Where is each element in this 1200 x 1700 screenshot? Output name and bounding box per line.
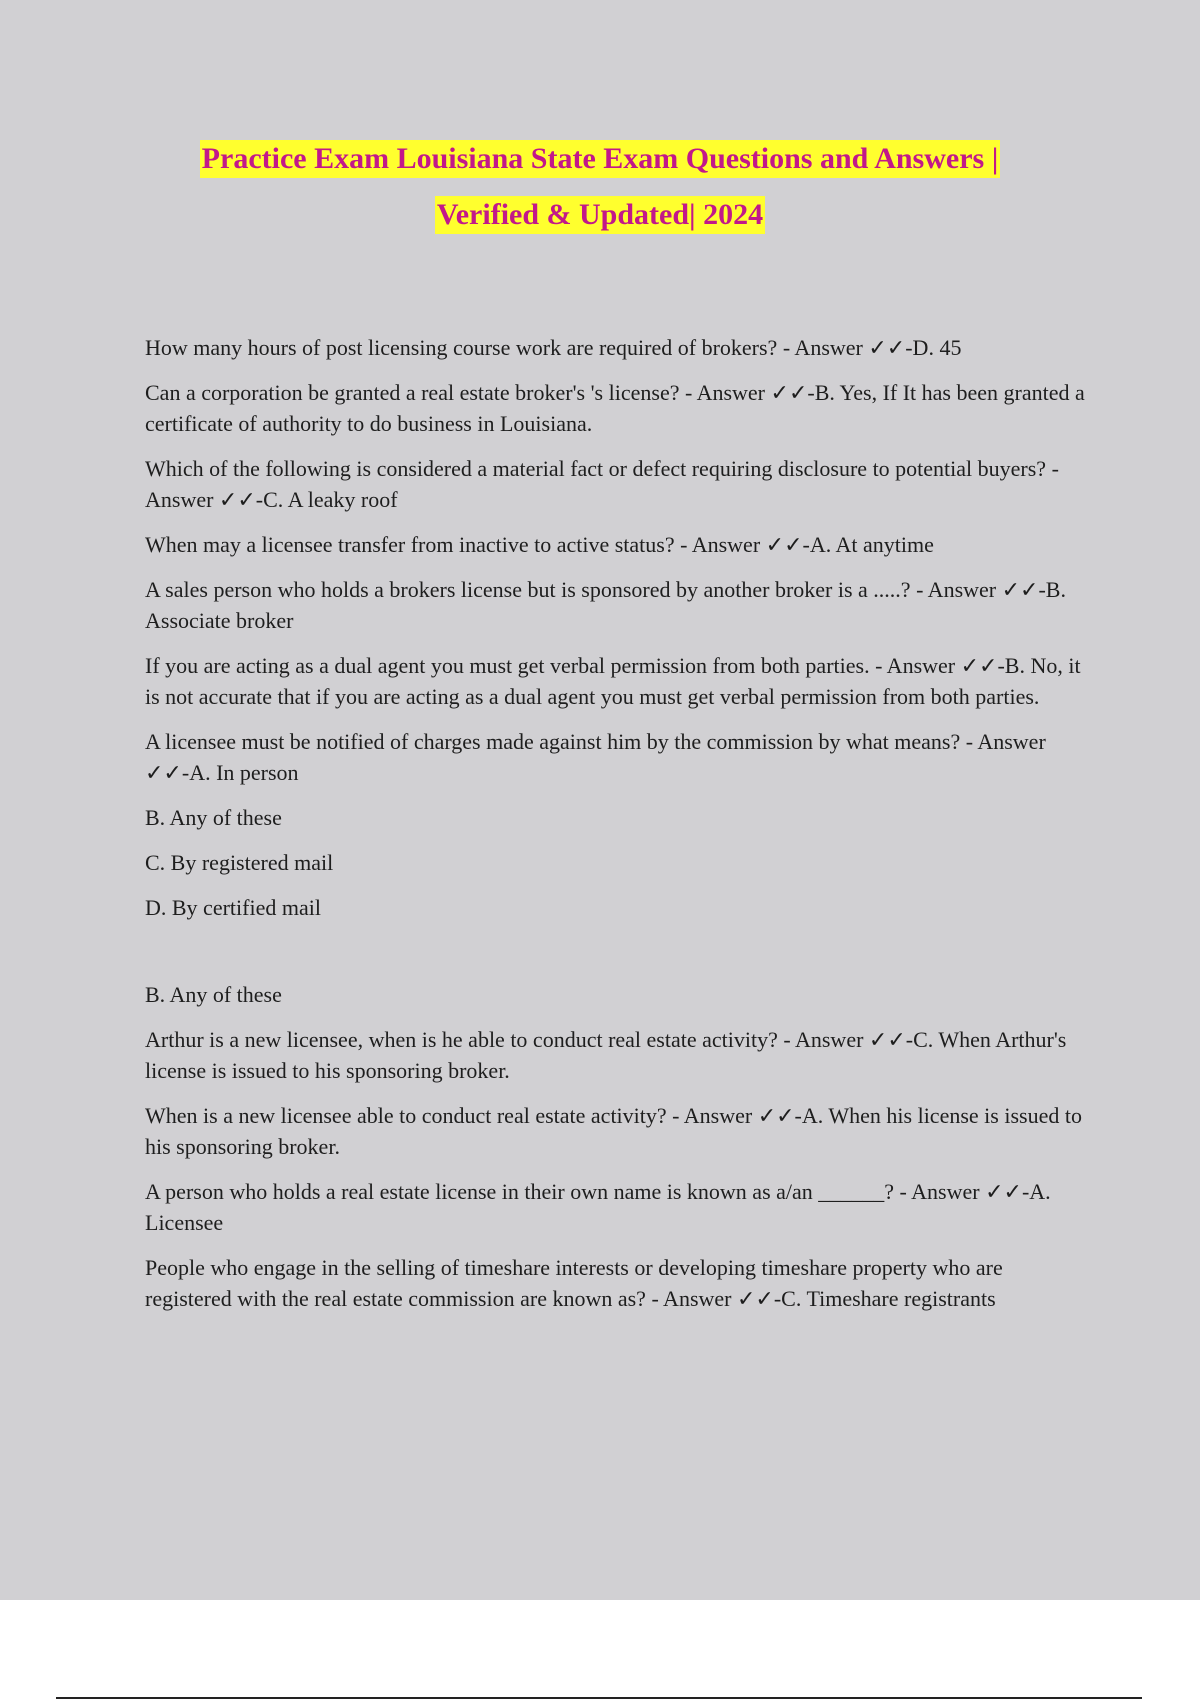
qa-paragraph: A licensee must be notified of charges made against him by the commission by what means? - Answer ✓✓-A. In person bbox=[145, 729, 1046, 785]
qa-paragraph: Can a corporation be granted a real estate broker's 's license? - Answer ✓✓-B. Yes, If It has been granted a certificate of authority to do business in Louisiana. bbox=[145, 380, 1085, 436]
title-line-2: Verified & Updated| 2024 bbox=[435, 196, 765, 234]
answer-option: B. Any of these bbox=[145, 982, 282, 1007]
qa-paragraph: If you are acting as a dual agent you must get verbal permission from both parties. - Answer ✓✓-B. No, it is not accurate that if you are acting as a dual agent you must get verbal permission from both parties. bbox=[145, 653, 1081, 709]
qa-list bbox=[145, 332, 1091, 1328]
title-line-1: Practice Exam Louisiana State Exam Questions and Answers | bbox=[200, 140, 1001, 178]
qa-paragraph: How many hours of post licensing course work are required of brokers? - Answer ✓✓-D. 45 bbox=[145, 335, 962, 360]
qa-paragraph: Which of the following is considered a material fact or defect requiring disclosure to potential buyers? - Answer ✓✓-C. A leaky roof bbox=[145, 456, 1059, 512]
answer-option: B. Any of these bbox=[145, 805, 282, 830]
qa-paragraph: People who engage in the selling of timeshare interests or developing timeshare property who are registered with the real estate commission are known as? - Answer ✓✓-C. Timeshare registrants bbox=[145, 1255, 1003, 1311]
footer-divider bbox=[56, 1697, 1142, 1699]
qa-paragraph: When may a licensee transfer from inactive to active status? - Answer ✓✓-A. At anytime bbox=[145, 532, 934, 557]
qa-paragraph: A sales person who holds a brokers license but is sponsored by another broker is a .....? - Answer ✓✓-B. Associate broker bbox=[145, 577, 1066, 633]
document-title bbox=[0, 140, 1200, 252]
answer-option: C. By registered mail bbox=[145, 850, 334, 875]
answer-option: D. By certified mail bbox=[145, 895, 321, 920]
qa-paragraph: When is a new licensee able to conduct real estate activity? - Answer ✓✓-A. When his license is issued to his sponsoring broker. bbox=[145, 1103, 1082, 1159]
qa-paragraph: Arthur is a new licensee, when is he able to conduct real estate activity? - Answer ✓✓-C. When Arthur's license is issued to his sponsoring broker. bbox=[145, 1027, 1067, 1083]
qa-paragraph: A person who holds a real estate license in their own name is known as a/an ______? - Answer ✓✓-A. Licensee bbox=[145, 1179, 1051, 1235]
